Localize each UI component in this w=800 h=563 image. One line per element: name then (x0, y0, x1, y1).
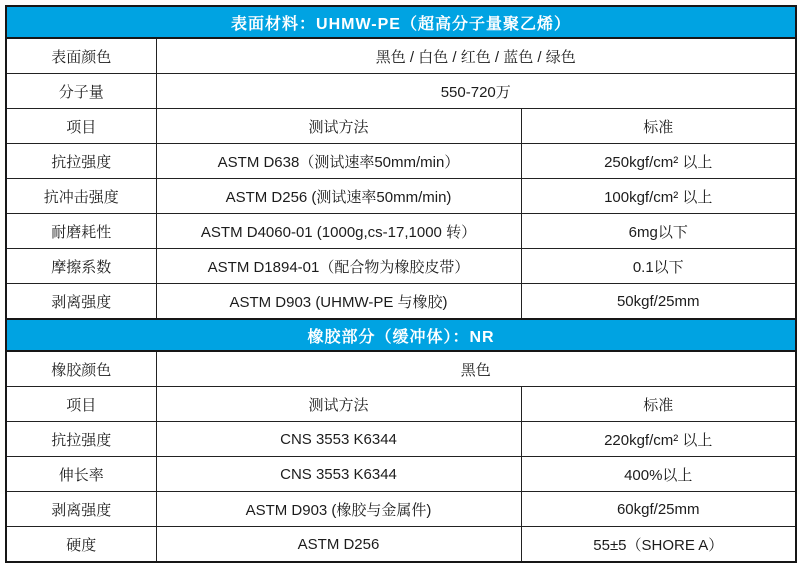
method-cell: ASTM D638（测试速率50mm/min） (156, 144, 521, 179)
item-cell: 抗拉强度 (6, 144, 156, 179)
item-cell: 硬度 (6, 527, 156, 563)
table-row (6, 457, 796, 492)
table-row (6, 284, 796, 320)
item-cell: 伸长率 (6, 457, 156, 492)
surface-color-row (6, 38, 796, 74)
standard-cell: 400%以上 (521, 457, 796, 492)
method-cell: ASTM D256 (156, 527, 521, 563)
surface-section-header-row (6, 6, 796, 38)
table-row (6, 422, 796, 457)
surface-section-title: 表面材料：UHMW-PE（超高分子量聚乙烯） (6, 6, 796, 38)
standard-cell: 220kgf/cm² 以上 (521, 422, 796, 457)
table-row (6, 492, 796, 527)
rubber-section-header-row (6, 319, 796, 351)
standard-cell: 250kgf/cm² 以上 (521, 144, 796, 179)
item-cell: 抗拉强度 (6, 422, 156, 457)
standard-cell: 6mg以下 (521, 214, 796, 249)
rubber-color-label: 橡胶颜色 (6, 351, 156, 387)
item-cell: 摩擦系数 (6, 249, 156, 284)
method-cell: ASTM D256 (测试速率50mm/min) (156, 179, 521, 214)
molecular-weight-row (6, 74, 796, 109)
standard-cell: 100kgf/cm² 以上 (521, 179, 796, 214)
table-row (6, 144, 796, 179)
molecular-weight-label: 分子量 (6, 74, 156, 109)
surface-col-header-method: 测试方法 (156, 109, 521, 144)
molecular-weight-value: 550-720万 (156, 74, 796, 109)
surface-columns-header-row (6, 109, 796, 144)
method-cell: ASTM D1894-01（配合物为橡胶皮带） (156, 249, 521, 284)
surface-col-header-item: 项目 (6, 109, 156, 144)
table-row (6, 179, 796, 214)
method-cell: CNS 3553 K6344 (156, 422, 521, 457)
item-cell: 抗冲击强度 (6, 179, 156, 214)
spec-table (5, 5, 797, 563)
rubber-col-header-method: 测试方法 (156, 387, 521, 422)
surface-color-label: 表面颜色 (6, 38, 156, 74)
standard-cell: 60kgf/25mm (521, 492, 796, 527)
method-cell: CNS 3553 K6344 (156, 457, 521, 492)
method-cell: ASTM D4060-01 (1000g,cs-17,1000 转） (156, 214, 521, 249)
table-row (6, 527, 796, 563)
table-row (6, 214, 796, 249)
rubber-columns-header-row (6, 387, 796, 422)
rubber-col-header-item: 项目 (6, 387, 156, 422)
rubber-col-header-standard: 标准 (521, 387, 796, 422)
method-cell: ASTM D903 (UHMW-PE 与橡胶) (156, 284, 521, 320)
standard-cell: 50kgf/25mm (521, 284, 796, 320)
rubber-color-row (6, 351, 796, 387)
table-row (6, 249, 796, 284)
rubber-color-value: 黑色 (156, 351, 796, 387)
standard-cell: 0.1以下 (521, 249, 796, 284)
surface-color-value: 黑色 / 白色 / 红色 / 蓝色 / 绿色 (156, 38, 796, 74)
item-cell: 耐磨耗性 (6, 214, 156, 249)
item-cell: 剥离强度 (6, 284, 156, 320)
item-cell: 剥离强度 (6, 492, 156, 527)
rubber-section-title: 橡胶部分（缓冲体）：NR (6, 319, 796, 351)
surface-col-header-standard: 标准 (521, 109, 796, 144)
method-cell: ASTM D903 (橡胶与金属件) (156, 492, 521, 527)
standard-cell: 55±5（SHORE A） (521, 527, 796, 563)
